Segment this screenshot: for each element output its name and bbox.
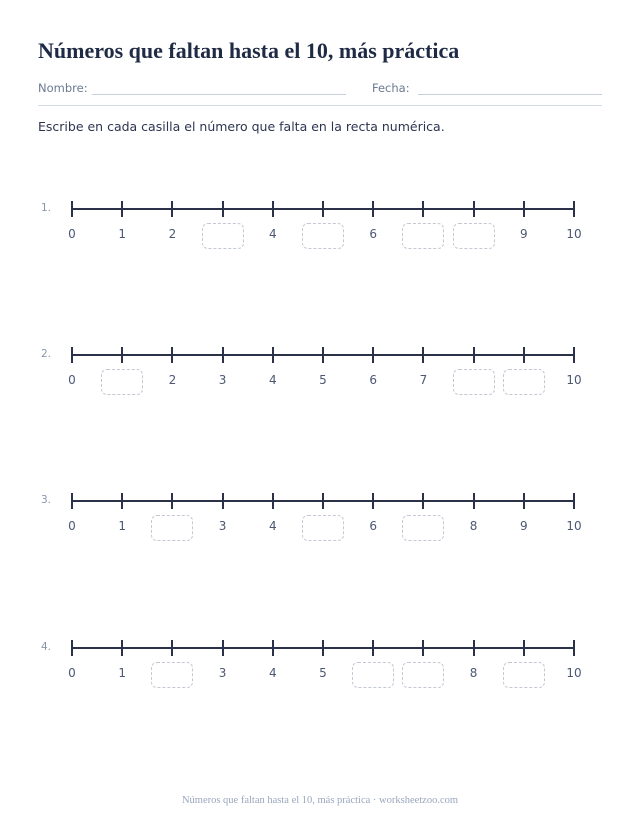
number-line-tick [573,640,575,656]
number-line-tick [523,493,525,509]
worksheet-title: Números que faltan hasta el 10, más práctica [38,38,460,63]
tick-label: 2 [168,227,177,241]
answer-box[interactable] [402,662,444,688]
number-line-tick [473,201,475,217]
tick-label: 9 [519,519,528,533]
number-line-tick [372,493,374,509]
exercise-number: 2. [41,348,52,360]
footer: Números que faltan hasta el 10, más práctica · worksheetzoo.com [181,795,459,806]
number-line-tick [473,347,475,363]
answer-box[interactable] [302,223,344,249]
number-line-tick [171,640,173,656]
number-line-tick [473,640,475,656]
number-line-tick [222,347,224,363]
tick-label: 10 [566,519,582,533]
number-line-tick [473,493,475,509]
tick-label: 4 [268,519,277,533]
number-line-tick [121,493,123,509]
number-line-tick [422,201,424,217]
tick-label: 9 [519,227,528,241]
tick-label: 8 [469,666,478,680]
number-line-tick [171,201,173,217]
answer-box[interactable] [202,223,244,249]
answer-box[interactable] [151,662,193,688]
number-line-tick [573,347,575,363]
number-line-tick [523,640,525,656]
tick-label: 5 [319,373,327,387]
number-line-tick [523,201,525,217]
answer-box[interactable] [402,515,444,541]
number-line-tick [372,640,374,656]
answer-box[interactable] [151,515,193,541]
number-line-tick [121,347,123,363]
number-line-tick [222,640,224,656]
tick-label: 0 [68,519,76,533]
tick-label: 6 [369,519,377,533]
number-line-tick [322,201,324,217]
number-line-tick [71,347,73,363]
number-line-tick [71,640,73,656]
tick-label: 0 [68,373,76,387]
number-line-tick [272,493,274,509]
tick-label: 4 [268,373,277,387]
number-line-tick [222,493,224,509]
name-label: Nombre: [38,81,88,95]
tick-label: 0 [68,227,76,241]
answer-box[interactable] [352,662,394,688]
tick-label: 10 [566,373,582,387]
number-line-tick [372,347,374,363]
number-line-tick [523,347,525,363]
tick-label: 10 [566,666,582,680]
number-line-tick [171,347,173,363]
tick-label: 10 [566,227,582,241]
answer-box[interactable] [402,223,444,249]
answer-box[interactable] [453,369,495,395]
header-divider [38,105,602,106]
tick-label: 8 [469,519,478,533]
number-line-tick [71,201,73,217]
number-line-tick [573,201,575,217]
date-label: Fecha: [372,81,410,95]
tick-label: 3 [218,666,227,680]
tick-label: 7 [419,373,428,387]
answer-box[interactable] [503,662,545,688]
tick-label: 5 [319,666,327,680]
tick-label: 0 [68,666,76,680]
number-line-tick [121,640,123,656]
number-line-tick [171,493,173,509]
number-line-tick [372,201,374,217]
date-field-line[interactable] [418,94,602,95]
number-line-tick [71,493,73,509]
number-line-tick [422,347,424,363]
number-line-tick [322,493,324,509]
tick-label: 6 [369,227,377,241]
number-line-tick [422,640,424,656]
name-field-line[interactable] [92,94,346,95]
number-line-tick [322,347,324,363]
number-line-tick [272,201,274,217]
tick-label: 3 [218,373,227,387]
instructions: Escribe en cada casilla el número que falta en la recta numérica. [38,119,445,134]
tick-label: 1 [118,519,126,533]
tick-label: 4 [268,227,277,241]
answer-box[interactable] [101,369,143,395]
tick-label: 1 [118,227,126,241]
exercise-number: 3. [41,494,52,506]
number-line-tick [222,201,224,217]
tick-label: 4 [268,666,277,680]
number-line-tick [573,493,575,509]
tick-label: 2 [168,373,177,387]
number-line-tick [322,640,324,656]
number-line-tick [272,640,274,656]
tick-label: 3 [218,519,227,533]
answer-box[interactable] [453,223,495,249]
tick-label: 6 [369,373,377,387]
number-line-tick [422,493,424,509]
tick-label: 1 [118,666,126,680]
answer-box[interactable] [302,515,344,541]
exercise-number: 1. [41,202,52,214]
exercise-number: 4. [41,641,52,653]
answer-box[interactable] [503,369,545,395]
number-line-tick [121,201,123,217]
number-line-tick [272,347,274,363]
